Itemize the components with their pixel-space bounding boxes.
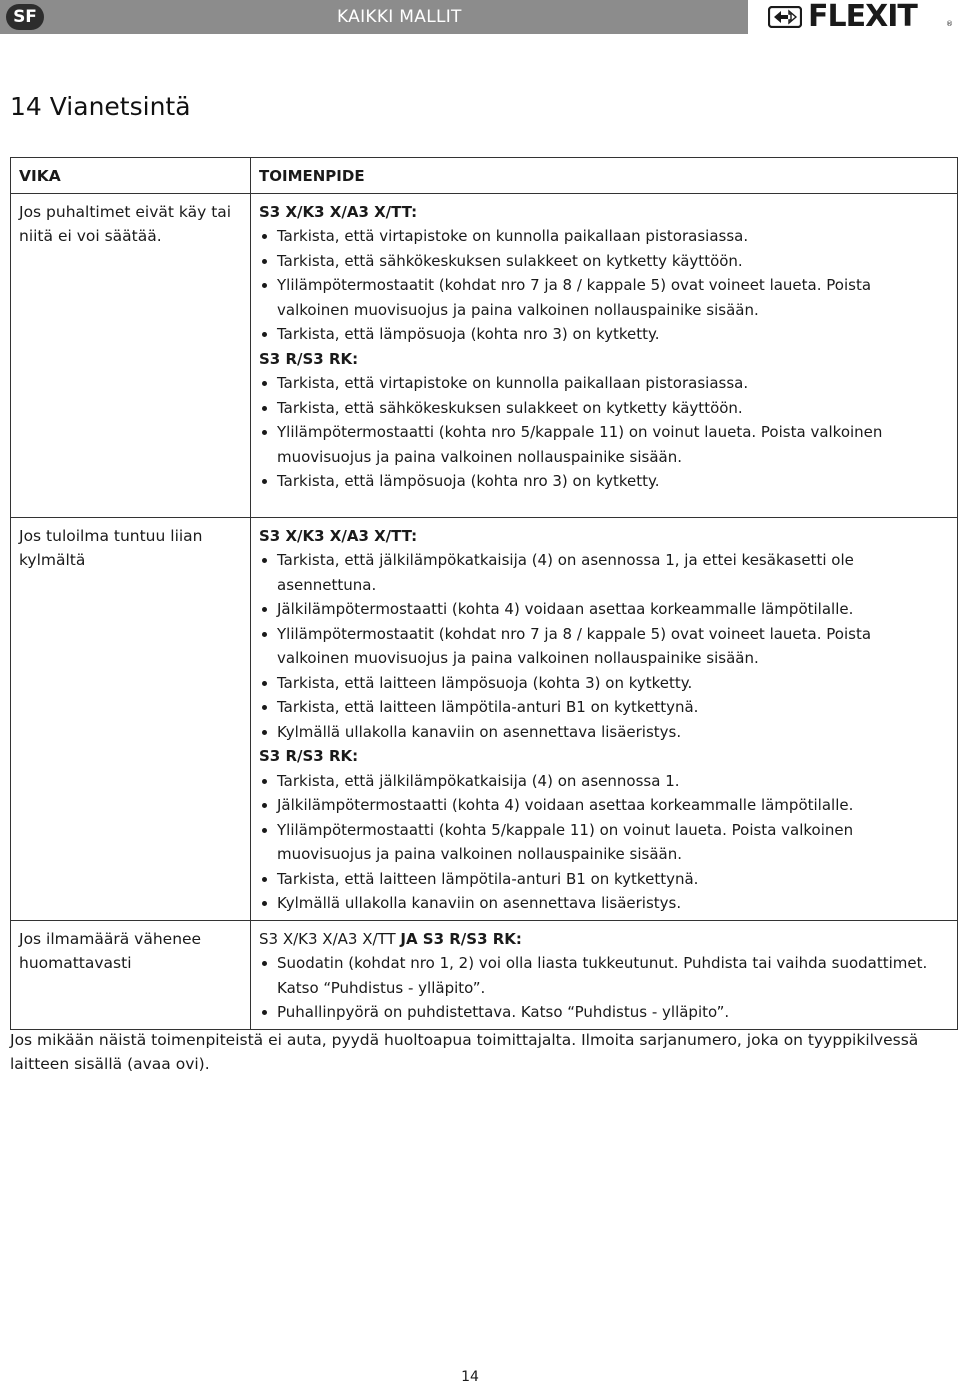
list-item: Tarkista, että sähkökeskuksen sulakkeet on kytketty käyttöön. <box>259 396 947 421</box>
model-group-heading <box>259 927 947 952</box>
table-row <box>11 193 958 517</box>
language-badge-label: SF <box>6 4 44 30</box>
list-item: Kylmällä ullakolla kanaviin on asennettava lisäeristys. <box>259 891 947 916</box>
model-group-heading: S3 R/S3 RK: <box>259 747 359 765</box>
action-list <box>259 769 947 916</box>
list-item: Ylilämpötermostaatti (kohta nro 5/kappale 11) on voinut laueta. Poista valkoinen muovisuojus ja paina valkoinen nollauspainike sisään. <box>259 420 947 469</box>
logo-text: FLEXIT <box>808 0 917 34</box>
list-item: Tarkista, että jälkilämpökatkaisija (4) on asennossa 1, ja ettei kesäkasetti ole asennettuna. <box>259 548 947 597</box>
list-item: Tarkista, että lämpösuoja (kohta nro 3) on kytketty. <box>259 322 947 347</box>
list-item: Jälkilämpötermostaatti (kohta 4) voidaan asettaa korkeammalle lämpötilalle. <box>259 597 947 622</box>
fault-cell: Jos tuloilma tuntuu liian kylmältä <box>11 517 251 920</box>
brand-logo <box>748 0 960 34</box>
model-group-heading: S3 X/K3 X/A3 X/TT: <box>259 526 418 545</box>
list-item: Tarkista, että sähkökeskuksen sulakkeet on kytketty käyttöön. <box>259 249 947 274</box>
list-item: Tarkista, että jälkilämpökatkaisija (4) on asennossa 1. <box>259 769 947 794</box>
flexit-arrow-logo-icon <box>768 6 802 28</box>
list-item: Tarkista, että laitteen lämpötila-anturi B1 on kytkettynä. <box>259 867 947 892</box>
table-row <box>11 920 958 1029</box>
list-item: Ylilämpötermostaatti (kohta 5/kappale 11) on voinut laueta. Poista valkoinen muovisuojus ja paina valkoinen nollauspainike sisään. <box>259 818 947 867</box>
column-header-action: TOIMENPIDE <box>251 158 958 194</box>
column-header-fault: VIKA <box>11 158 251 194</box>
action-cell <box>251 517 958 920</box>
action-list <box>259 548 947 744</box>
fault-cell: Jos ilmamäärä vähenee huomattavasti <box>11 920 251 1029</box>
action-list <box>259 224 947 347</box>
page-title: 14 Vianetsintä <box>10 92 191 121</box>
action-cell <box>251 193 958 517</box>
model-group-heading-models: S3 X/K3 X/A3 X/TT <box>259 929 401 948</box>
fault-cell: Jos puhaltimet eivät käy tai niitä ei voi säätää. <box>11 193 251 517</box>
header-title: KAIKKI MALLIT <box>337 7 462 27</box>
table-header-row <box>11 158 958 194</box>
list-item: Jälkilämpötermostaatti (kohta 4) voidaan asettaa korkeammalle lämpötilalle. <box>259 793 947 818</box>
list-item: Ylilämpötermostaatit (kohdat nro 7 ja 8 / kappale 5) ovat voineet laueta. Poista valkoinen muovisuojus ja paina valkoinen nollauspainike sisään. <box>259 273 947 322</box>
language-badge <box>0 0 52 34</box>
model-group-heading: S3 X/K3 X/A3 X/TT: <box>259 202 418 221</box>
footer-note: Jos mikään näistä toimenpiteistä ei auta, pyydä huoltoapua toimittajalta. Ilmoita sarjanumero, joka on tyyppikilvessä laitteen sisällä (avaa ovi). <box>10 1031 919 1073</box>
logo-registered-mark: ® <box>946 20 953 28</box>
list-item: Suodatin (kohdat nro 1, 2) voi olla liasta tukkeutunut. Puhdista tai vaihda suodattimet. Katso “Puhdistus - ylläpito”. <box>259 951 947 1000</box>
page-number: 14 <box>461 1369 479 1385</box>
action-list <box>259 951 947 1025</box>
list-item: Tarkista, että virtapistoke on kunnolla paikallaan pistorasiassa. <box>259 371 947 396</box>
action-list <box>259 371 947 494</box>
action-cell <box>251 920 958 1029</box>
model-group-heading: S3 R/S3 RK: <box>259 349 359 368</box>
list-item: Tarkista, että laitteen lämpösuoja (kohta 3) on kytketty. <box>259 671 947 696</box>
list-item: Ylilämpötermostaatit (kohdat nro 7 ja 8 / kappale 5) ovat voineet laueta. Poista valkoinen muovisuojus ja paina valkoinen nollauspainike sisään. <box>259 622 947 671</box>
list-item: Tarkista, että virtapistoke on kunnolla paikallaan pistorasiassa. <box>259 224 947 249</box>
list-item: Puhallinpyörä on puhdistettava. Katso “Puhdistus - ylläpito”. <box>259 1000 947 1025</box>
list-item: Tarkista, että laitteen lämpötila-anturi B1 on kytkettynä. <box>259 695 947 720</box>
list-item: Tarkista, että lämpösuoja (kohta nro 3) on kytketty. <box>259 469 947 494</box>
list-item: Kylmällä ullakolla kanaviin on asennettava lisäeristys. <box>259 720 947 745</box>
troubleshooting-table <box>10 157 958 1030</box>
model-group-heading-suffix: JA S3 R/S3 RK: <box>400 929 522 948</box>
table-row <box>11 517 958 920</box>
